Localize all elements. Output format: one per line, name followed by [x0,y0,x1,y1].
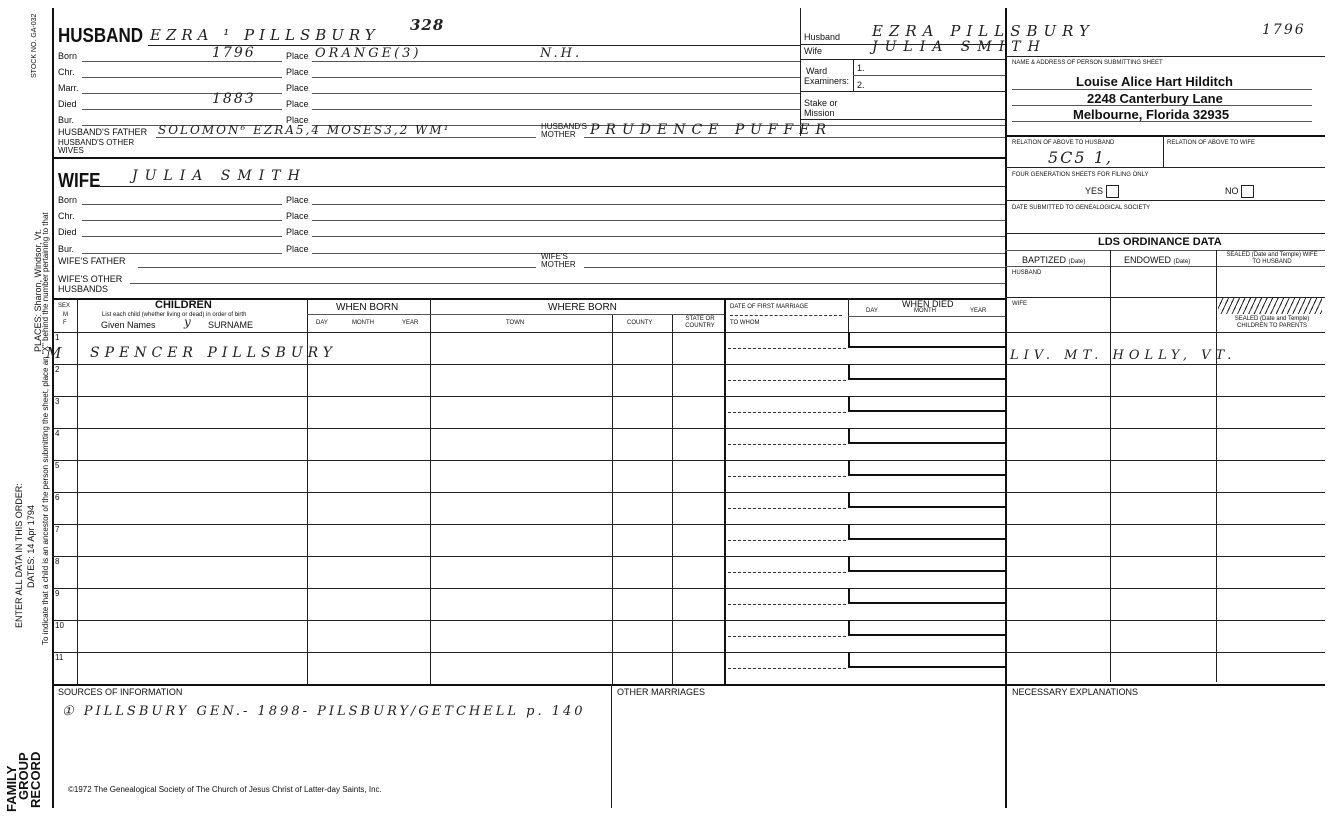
header-wife-value[interactable]: JULIA SMITH [872,39,1047,55]
yes-label: YES [1085,185,1104,196]
surname-label: SURNAME [208,320,254,330]
sources-label: SOURCES OF INFORMATION [58,687,183,697]
state-country-label: STATE OR COUNTRY [685,316,715,329]
header-husband-value[interactable]: EZRA PILLSBURY [872,22,1095,40]
row-number: 3 [55,397,60,406]
relation-husband-value[interactable]: 5C5 1, [1048,148,1113,167]
first-marriage-label: DATE OF FIRST MARRIAGE [730,304,809,310]
husband-died-date[interactable]: 1883 [212,91,256,107]
husband-father-label: HUSBAND'S FATHER [58,127,148,137]
husband-born-state[interactable]: N.H. [540,46,583,61]
husband-other-wives-label: HUSBAND'S OTHER WIVES [58,138,135,155]
date-submitted-label: DATE SUBMITTED TO GENEALOGICAL SOCIETY [1012,205,1151,211]
husband-born-label: Born [58,51,78,61]
enter-all-instruction: ENTER ALL DATA IN THIS ORDER: [14,483,24,628]
born-month-label: MONTH [352,320,374,326]
sex-m-label: M [63,312,68,318]
table-row[interactable] [46,332,1325,364]
explanations-label: NECESSARY EXPLANATIONS [1012,687,1139,697]
when-born-label: WHEN BORN [336,302,399,313]
husband-born-place-label: Place [286,51,309,61]
to-whom-label: TO WHOM [730,320,760,326]
ancestor-note: To indicate that a child is an ancestor of the person submitting the sheet, place an "X" behind the number pertaining to that [41,212,50,645]
examiner-2: 2. [857,80,865,90]
husband-died-place-label: Place [286,99,309,109]
sex-f-label: F [63,320,67,326]
endowed-header [1124,255,1190,266]
husband-died-label: Died [58,99,77,109]
wife-died-place-label: Place [286,227,309,237]
lds-wife-row-label: WIFE [1012,301,1027,307]
husband-heading: HUSBAND [58,25,143,47]
four-gen-label: FOUR GENERATION SHEETS FOR FILING ONLY [1012,172,1149,178]
wife-heading: WIFE [58,170,101,192]
row-sex[interactable]: M [46,344,62,362]
wife-bur-label: Bur. [58,244,75,254]
children-rows [46,332,1325,684]
sealed-children-label: SEALED (Date and Temple) CHILDREN TO PARENTS [1234,316,1310,329]
husband-chr-label: Chr. [58,67,75,77]
given-names-label: Given Names [101,320,156,330]
other-marriages-label: OTHER MARRIAGES [617,687,706,697]
husband-marr-place-label: Place [286,83,309,93]
husband-name[interactable]: EZRA ¹ PILLSBURY [150,26,380,44]
died-month-label: MONTH [914,308,936,314]
husband-born-date[interactable]: 1796 [212,45,256,61]
no-option[interactable] [1225,185,1254,198]
town-label: TOWN [506,320,525,326]
husband-marr-label: Marr. [58,83,79,93]
sources-value[interactable]: ① PILLSBURY GEN.- 1898- PILSBURY/GETCHELL p. 140 [62,704,586,719]
sex-label: SEX [58,303,71,309]
row-number: 10 [55,621,64,630]
wife-bur-place-label: Place [286,244,309,254]
wife-born-place-label: Place [286,195,309,205]
baptized-label: BAPTIZED [1022,255,1067,265]
wife-name[interactable]: JULIA SMITH [132,168,307,184]
lds-husband-row-label: HUSBAND [1012,270,1042,276]
row-number: 6 [55,493,60,502]
wife-chr-label: Chr. [58,211,75,221]
stock-number: STOCK NO. GA-032 [31,13,38,78]
wife-other-husbands-label: WIFE'S OTHER HUSBANDS [58,274,123,294]
husband-chr-place-label: Place [286,67,309,77]
lds-title: LDS ORDINANCE DATA [1098,236,1222,248]
row-number: 11 [55,653,64,662]
submitter-city[interactable]: Melbourne, Florida 32935 [1073,107,1230,122]
header-wife-label: Wife [804,46,822,56]
born-day-label: DAY [316,320,328,326]
children-label: CHILDREN [155,299,212,311]
no-checkbox[interactable] [1241,185,1254,198]
header-husband-label: Husband [804,32,841,42]
hatched-box [1218,298,1322,314]
examiners-label: Examiners: [804,76,850,86]
wife-chr-place-label: Place [286,211,309,221]
row-number: 1 [55,333,60,342]
husband-bur-place-label: Place [286,115,309,125]
row-number: 5 [55,461,60,470]
examiner-1: 1. [857,63,865,73]
row-number: 8 [55,557,60,566]
row-child-name[interactable]: SPENCER PILLSBURY [90,345,337,361]
relation-husband-label: RELATION OF ABOVE TO HUSBAND [1012,140,1115,146]
row-number: 7 [55,525,60,534]
born-year-label: YEAR [402,320,419,326]
ward-label: Ward [806,66,828,76]
husband-ref-number: 328 [410,16,445,34]
stake-label: Stake or Mission [804,98,838,118]
sealed-wife-label: SEALED (Date and Temple) WIFE TO HUSBAND [1226,252,1318,265]
where-born-label: WHERE BORN [548,302,617,313]
yes-checkbox[interactable] [1106,185,1119,198]
baptized-date-label: (Date) [1068,259,1086,265]
wife-mother-label: WIFE'S MOTHER [541,252,576,269]
header-husband-year[interactable]: 1796 [1262,22,1306,38]
husband-mother[interactable]: PRUDENCE PUFFER [590,122,832,138]
yes-option[interactable] [1085,185,1119,198]
husband-mother-label: HUSBAND'S MOTHER [541,122,587,139]
baptized-header [1022,255,1085,266]
wife-died-label: Died [58,227,77,237]
row-note[interactable]: LIV. MT. HOLLY, VT. [1010,348,1237,363]
submitter-label: NAME & ADDRESS OF PERSON SUBMITTING SHEET [1012,60,1163,66]
copyright: ©1972 The Genealogical Society of The Church of Jesus Christ of Latter-day Saints, Inc. [68,785,382,794]
husband-born-place[interactable]: ORANGE(3) [315,46,422,61]
ancestor-mark: y [184,315,191,329]
submitter-street[interactable]: 2248 Canterbury Lane [1087,91,1223,106]
row-number: 9 [55,589,60,598]
endowed-label: ENDOWED [1124,255,1171,265]
children-instruction: List each child (whether living or dead) in order of birth [102,312,247,318]
husband-bur-label: Bur. [58,115,75,125]
places-instruction: PLACES: Sharon, Windsor, Vt. [33,228,43,352]
dates-instruction: DATES: 14 Apr 1794 [26,505,36,588]
died-year-label: YEAR [970,308,987,314]
row-number: 4 [55,429,60,438]
husband-father[interactable]: SOLOMON⁶ EZRA5,4 MOSES3,2 WM¹ [158,123,451,137]
county-label: COUNTY [627,320,653,326]
no-label: NO [1225,185,1239,196]
wife-born-label: Born [58,195,78,205]
died-day-label: DAY [866,308,878,314]
wife-father-label: WIFE'S FATHER [58,256,126,266]
row-number: 2 [55,365,60,374]
endowed-date-label: (Date) [1173,259,1191,265]
when-died-label: WHEN DIED [902,299,954,309]
relation-wife-label: RELATION OF ABOVE TO WIFE [1167,140,1256,146]
submitter-name[interactable]: Louise Alice Hart Hilditch [1076,74,1233,89]
